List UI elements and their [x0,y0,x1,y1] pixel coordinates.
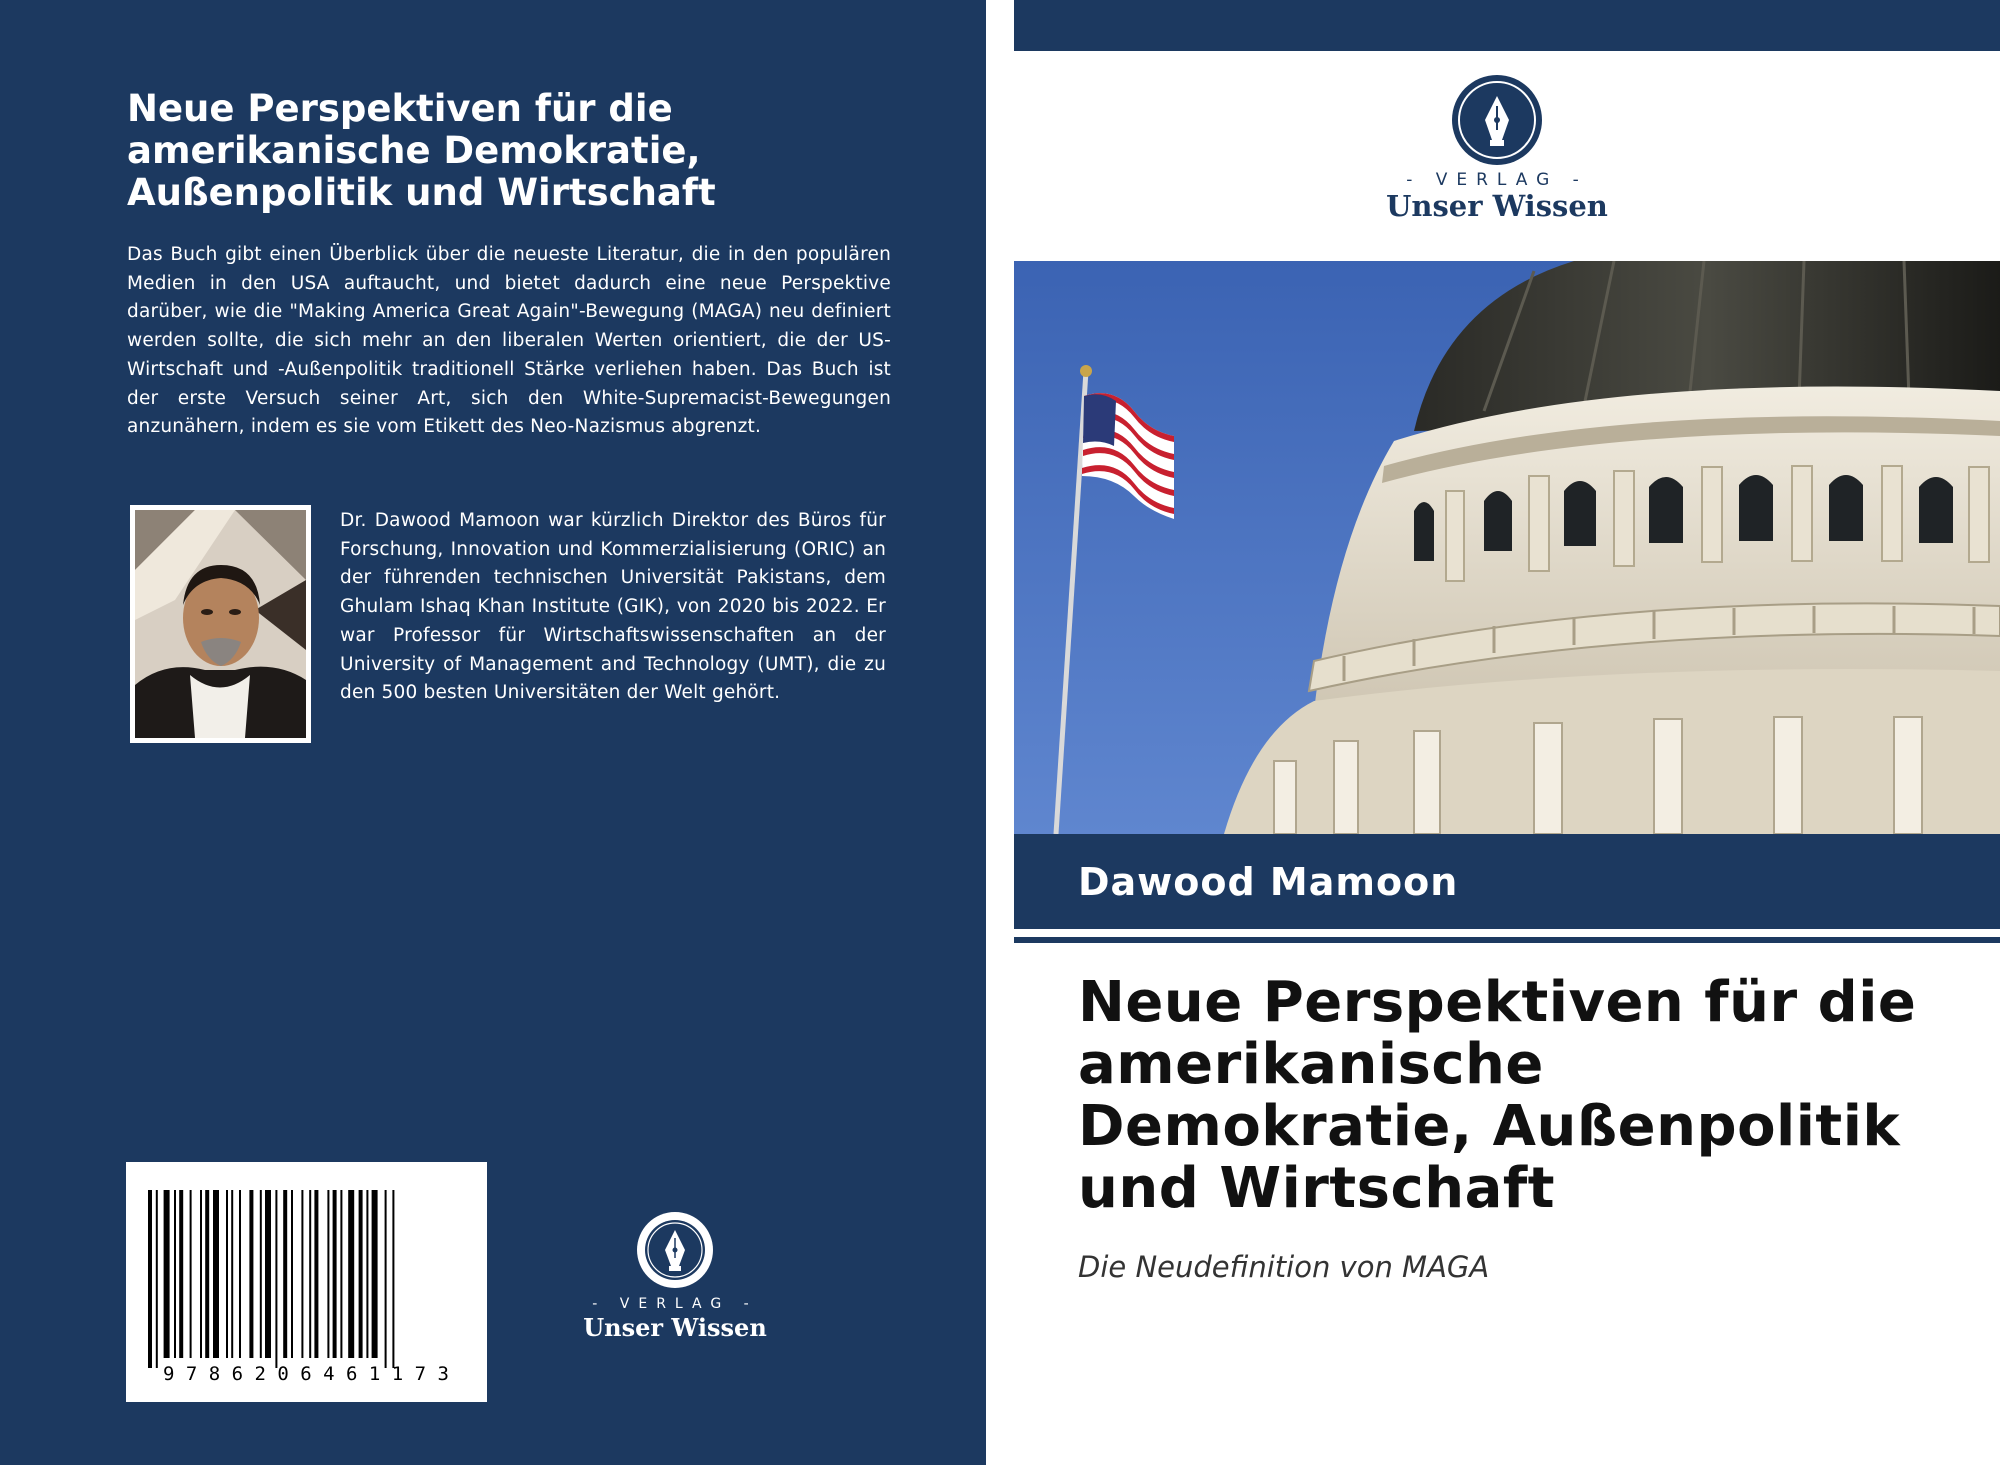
front-cover [1014,0,2000,1465]
book-title: Neue Perspektiven für die amerikanische Demokratie, Außenpolitik und Wirtschaft [1078,970,1917,1221]
isbn-barcode [126,1162,487,1402]
back-publisher-logo [580,1210,770,1345]
top-band [1014,0,2000,51]
barcode-icon [126,1162,487,1402]
book-blurb: Das Buch gibt einen Überblick über die neueste Literatur, die in den populären Medien in den USA auftaucht, und bietet dadurch eine neue Perspektive darüber, wie die "Making America Great Again"-Bewegung (MAGA) neu definiert werden sollte, die sich mehr an den liberalen Werten orientiert, die der US-Wirtschaft und -Außenpolitik traditionell Stärke verliehen haben. Das Buch ist der erste Versuch seiner Art, sich den White-Supremacist-Bewegungen anzunähern, indem es sie vom Etikett des Neo-Nazismus abgrenzt. [127,244,891,438]
author-band [1014,834,2000,929]
publisher-seal-icon [635,1210,715,1290]
cover-image-capitol-dome [1014,261,2000,834]
author-name: Dawood Mamoon [1078,860,1459,904]
author-bio: Dr. Dawood Mamoon war kürzlich Direktor des Büros für Forschung, Innovation und Kommerzialisierung (ORIC) an der führenden technischen Universität Pakistans, dem Ghulam Ishaq Khan Institute (GIK), von 2020 bis 2022. Er war Professor für Wirtschaftswissenschaften an der University of Management and Technology (UMT), die zu den 500 besten Universitäten der Welt gehört. [340,510,886,704]
divider [1014,937,2000,943]
front-publisher-logo [1382,74,1612,224]
verlag-label: - VERLAG - [1406,170,1588,190]
isbn-digits: 9 7 8 6 2 0 6 4 6 1 1 7 3 [163,1363,449,1385]
author-photo [130,505,311,743]
publisher-name: Unser Wissen [583,1313,767,1342]
publisher-name: Unser Wissen [1386,189,1608,223]
book-subtitle: Die Neudefinition von MAGA [1078,1250,1490,1284]
publisher-seal-icon [1451,74,1543,166]
verlag-label: - VERLAG - [592,1296,758,1312]
back-cover-title: Neue Perspektiven für die amerikanische Demokratie, Außenpolitik und Wirtschaft [127,87,716,214]
back-cover [0,0,986,1465]
